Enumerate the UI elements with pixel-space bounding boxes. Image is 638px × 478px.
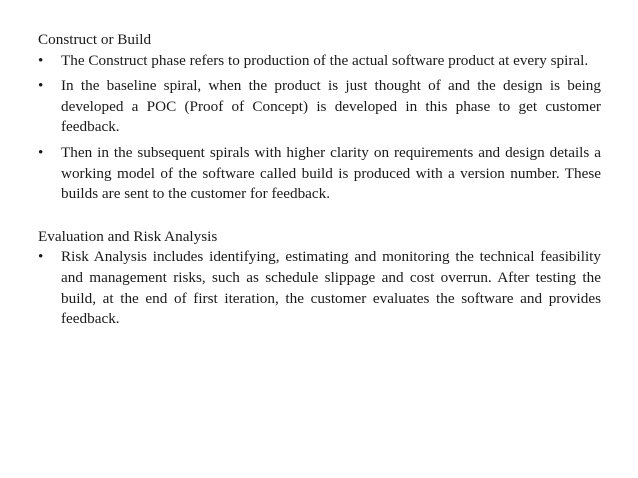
slide-content — [38, 30, 601, 335]
bullet-item — [38, 51, 601, 72]
section-spacer — [38, 210, 601, 227]
bullet-item — [38, 247, 601, 329]
bullet-text: In the baseline spiral, when the product is just thought of and the design is being developed a POC (Proof of Concept) is developed in this phase to get customer feedback. — [61, 77, 601, 136]
section-evaluation-and-risk-analysis — [38, 227, 601, 330]
bullet-text: Risk Analysis includes identifying, estimating and monitoring the technical feasibility and management risks, such as schedule slippage and cost overrun. After testing the build, at the end of first iteration, the customer evaluates the software and provides feedback. — [61, 248, 601, 328]
bullet-item — [38, 76, 601, 138]
bullet-list — [38, 247, 601, 329]
bullet-item — [38, 143, 601, 205]
bullet-icon: • — [38, 248, 44, 266]
bullet-list — [38, 51, 601, 205]
bullet-text: The Construct phase refers to production of the actual software product at every spiral. — [61, 51, 589, 69]
bullet-icon: • — [38, 143, 44, 161]
bullet-text: Then in the subsequent spirals with higher clarity on requirements and design details a working model of the software called build is produced with a version number. These builds are sent to the customer for feedback. — [61, 143, 601, 203]
section-heading: Construct or Build — [38, 31, 152, 48]
bullet-icon: • — [38, 77, 44, 95]
section-heading: Evaluation and Risk Analysis — [38, 227, 218, 245]
section-construct-or-build — [38, 30, 601, 205]
bullet-icon: • — [38, 51, 44, 69]
